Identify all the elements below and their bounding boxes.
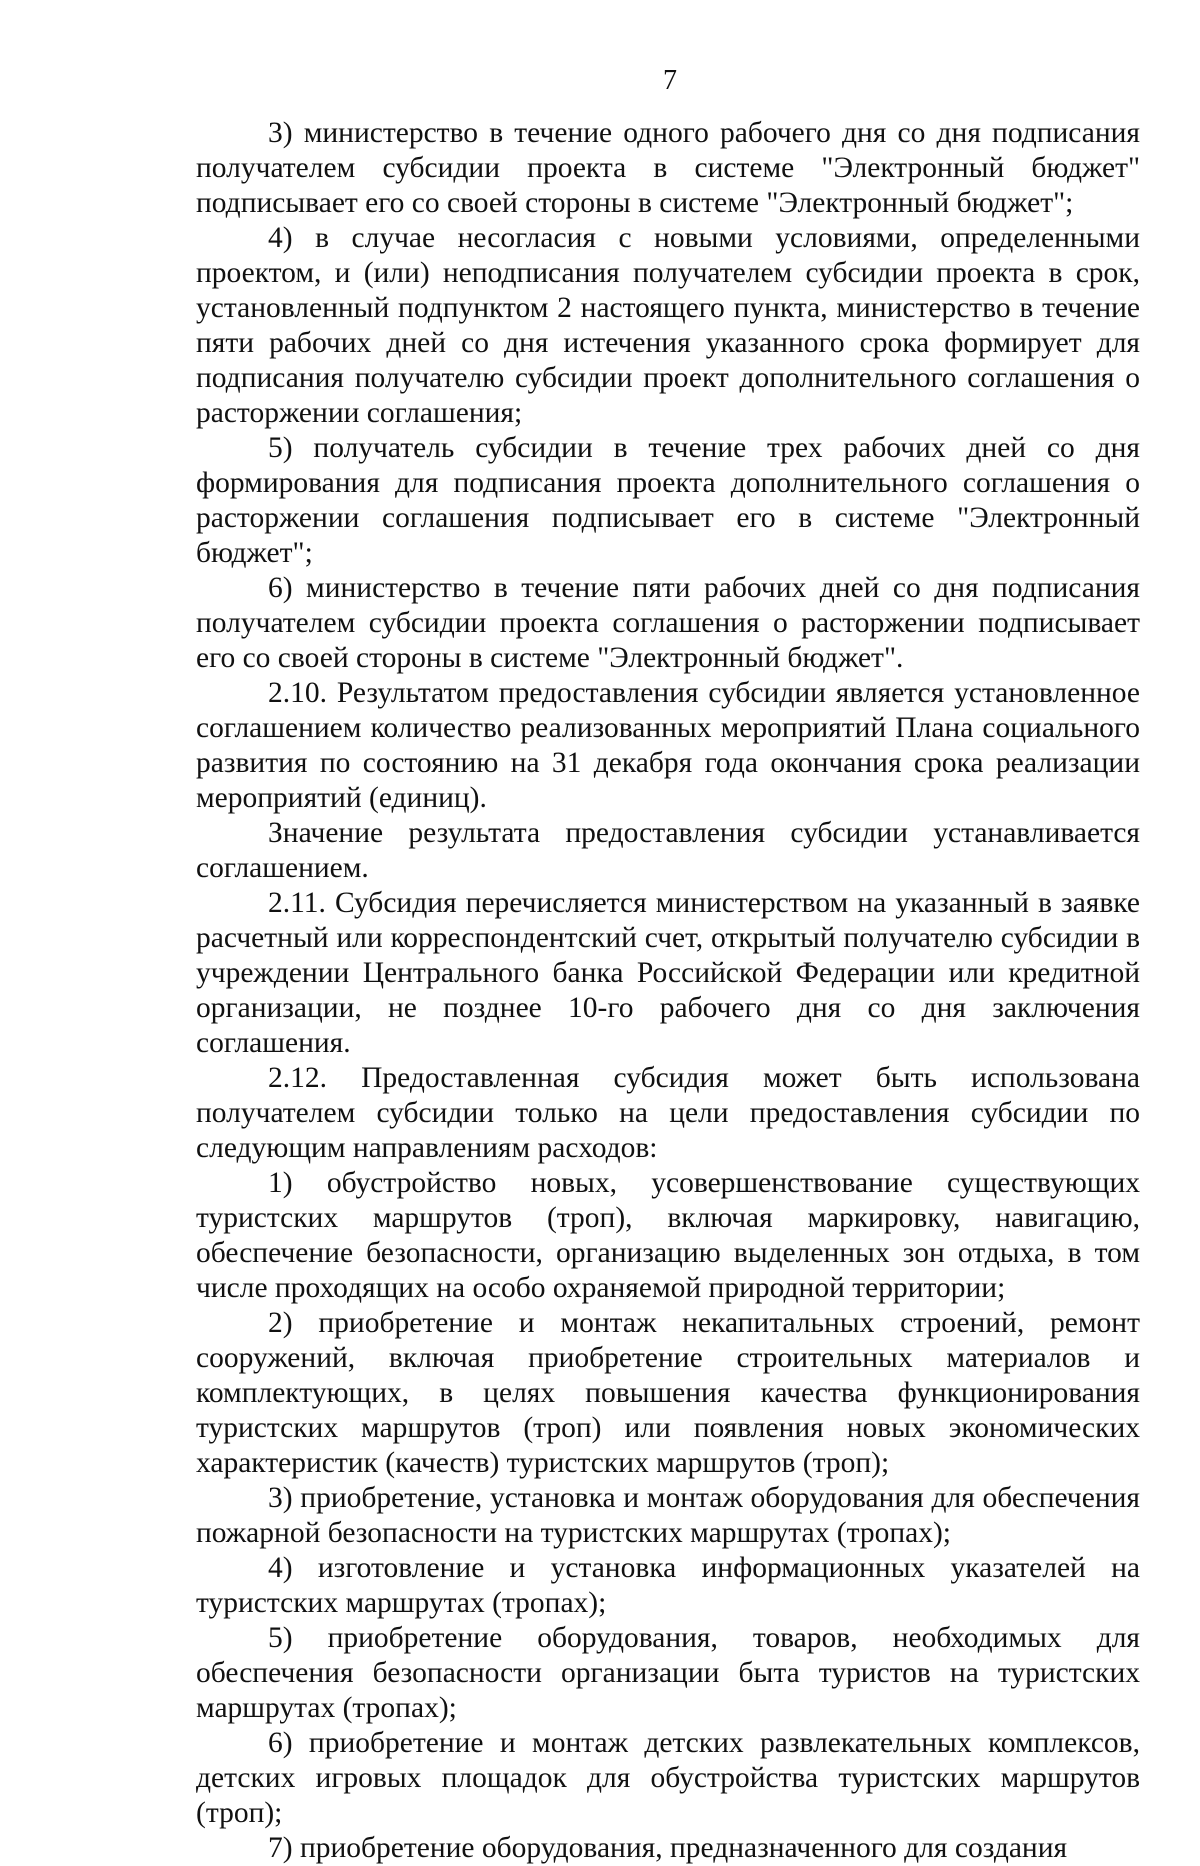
paragraph-expense-4: 4) изготовление и установка информационных указателей на туристских маршрутах (тропах);	[196, 1552, 1140, 1619]
paragraph-expense-7: 7) приобретение оборудования, предназначенного для создания	[268, 1832, 1068, 1864]
paragraph-item-4-disagreement: 4) в случае несогласия с новыми условиями, определенными проектом, и (или) неподписания получателем субсидии проекта в срок, установленный подпунктом 2 настоящего пункта, министерство в течение пяти рабочих дней со дня истечения указанного срока формирует для подписания получателю субсидии проект дополнительного соглашения о расторжении соглашения;	[196, 222, 1140, 429]
paragraph-expense-3: 3) приобретение, установка и монтаж оборудования для обеспечения пожарной безопасности на туристских маршрутах (тропах);	[196, 1482, 1140, 1549]
paragraph-2-11-transfer: 2.11. Субсидия перечисляется министерством на указанный в заявке расчетный или корреспондентский счет, открытый получателю субсидии в учреждении Центрального банка Российской Федерации или кредитной организации, не позднее 10-го рабочего дня со дня заключения соглашения.	[196, 887, 1140, 1059]
paragraph-item-5-recipient-signing: 5) получатель субсидии в течение трех рабочих дней со дня формирования для подписания проекта дополнительного соглашения о расторжении соглашения подписывает его в системе "Электронный бюджет";	[196, 432, 1140, 569]
paragraph-result-value: Значение результата предоставления субсидии устанавливается соглашением.	[196, 817, 1140, 884]
paragraph-expense-5: 5) приобретение оборудования, товаров, необходимых для обеспечения безопасности организации быта туристов на туристских маршрутах (тропах);	[196, 1622, 1140, 1724]
paragraph-item-3-signing: 3) министерство в течение одного рабочего дня со дня подписания получателем субсидии проекта в системе "Электронный бюджет" подписывает его со своей стороны в системе "Электронный бюджет";	[196, 117, 1140, 219]
document-body	[196, 116, 1140, 1866]
paragraph-expense-2: 2) приобретение и монтаж некапитальных строений, ремонт сооружений, включая приобретение строительных материалов и комплектующих, в целях повышения качества функционирования туристских маршрутов (троп) или появления новых экономических характеристик (качеств) туристских маршрутов (троп);	[196, 1307, 1140, 1479]
paragraph-2-10-result: 2.10. Результатом предоставления субсидии является установленное соглашением количество реализованных мероприятий Плана социального развития по состоянию на 31 декабря года окончания срока реализации мероприятий (единиц).	[196, 677, 1140, 814]
paragraph-expense-1: 1) обустройство новых, усовершенствование существующих туристских маршрутов (троп), включая маркировку, навигацию, обеспечение безопасности, организацию выделенных зон отдыха, в том числе проходящих на особо охраняемой природной территории;	[196, 1167, 1140, 1304]
page-number: 7	[663, 65, 677, 96]
paragraph-item-6-ministry-signing: 6) министерство в течение пяти рабочих дней со дня подписания получателем субсидии проекта соглашения о расторжении подписывает его со своей стороны в системе "Электронный бюджет".	[196, 572, 1140, 674]
paragraph-expense-6: 6) приобретение и монтаж детских развлекательных комплексов, детских игровых площадок для обустройства туристских маршрутов (троп);	[196, 1727, 1140, 1829]
paragraph-2-12-usage: 2.12. Предоставленная субсидия может быть использована получателем субсидии только на цели предоставления субсидии по следующим направлениям расходов:	[196, 1062, 1140, 1164]
